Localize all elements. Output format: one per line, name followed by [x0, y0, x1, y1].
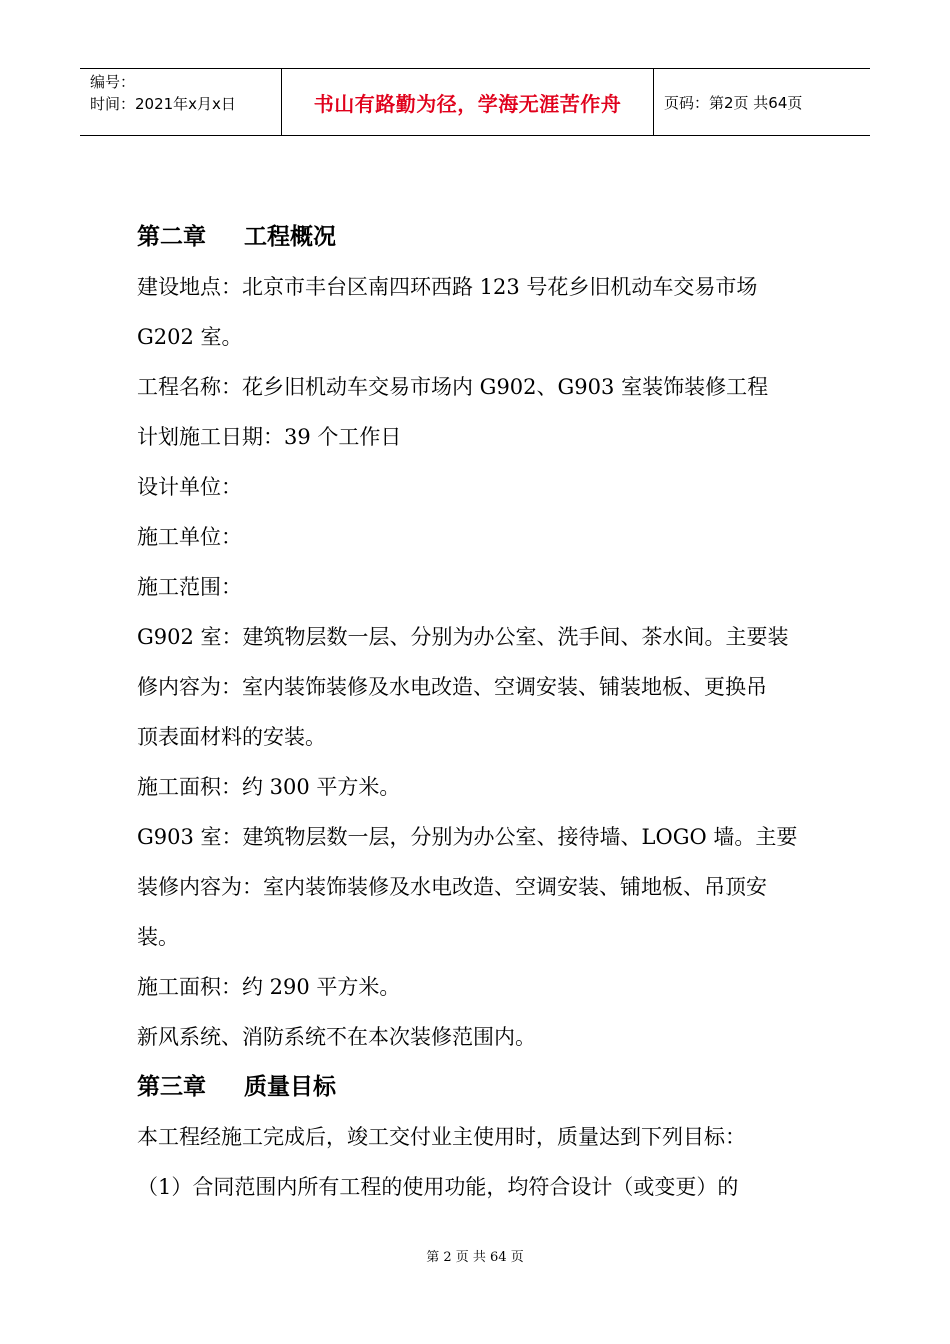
document-number-label: 编号： [90, 73, 136, 91]
chapter-3-heading [137, 1062, 827, 1112]
paragraph-line: 计划施工日期：39 个工作日 [137, 425, 402, 449]
document-date-label: 时间：2021年x月x日 [90, 95, 236, 113]
paragraph-line: G903 室：建筑物层数一层，分别为办公室、接待墙、LOGO 墙。主要 [137, 825, 798, 849]
chapter-3-title: 质量目标 [244, 1074, 336, 1100]
paragraph-line: 设计单位： [137, 475, 242, 499]
paragraph-line: 工程名称：花乡旧机动车交易市场内 G902、G903 室装饰装修工程 [137, 375, 769, 399]
page-header [80, 68, 870, 136]
paragraph-line: 施工单位： [137, 525, 242, 549]
paragraph-line: 装修内容为：室内装饰装修及水电改造、空调安装、铺地板、吊顶安 [137, 875, 767, 899]
chapter-2-number: 第二章 [137, 224, 206, 250]
paragraph-line: 施工范围： [137, 575, 242, 599]
paragraph-line: 新风系统、消防系统不在本次装修范围内。 [137, 1025, 536, 1049]
paragraph-line: 装。 [137, 925, 179, 949]
chapter-2-heading [137, 212, 827, 262]
header-motto: 书山有路勤为径，学海无涯苦作舟 [313, 91, 622, 116]
header-motto-cell [282, 69, 654, 135]
header-page-cell [654, 69, 870, 135]
paragraph-line: 修内容为：室内装饰装修及水电改造、空调安装、铺装地板、更换吊 [137, 675, 767, 699]
chapter-2-title: 工程概况 [244, 224, 336, 250]
header-meta [80, 69, 282, 135]
chapter-3-number: 第三章 [137, 1074, 206, 1100]
paragraph-line: 施工面积：约 290 平方米。 [137, 975, 401, 999]
paragraph-line: 施工面积：约 300 平方米。 [137, 775, 401, 799]
header-page-info: 页码：第2页 共64页 [664, 93, 803, 112]
paragraph-line: 顶表面材料的安装。 [137, 725, 326, 749]
paragraph-line: （1）合同范围内所有工程的使用功能，均符合设计（或变更）的 [137, 1175, 739, 1199]
paragraph-line: 本工程经施工完成后，竣工交付业主使用时，质量达到下列目标： [137, 1125, 746, 1149]
page-footer: 第 2 页 共 64 页 [426, 1250, 524, 1265]
paragraph-line: G202 室。 [137, 325, 243, 349]
document-body [137, 212, 827, 1212]
paragraph-line: 建设地点：北京市丰台区南四环西路 123 号花乡旧机动车交易市场 [137, 275, 758, 299]
paragraph-line: G902 室：建筑物层数一层、分别为办公室、洗手间、茶水间。主要装 [137, 625, 789, 649]
